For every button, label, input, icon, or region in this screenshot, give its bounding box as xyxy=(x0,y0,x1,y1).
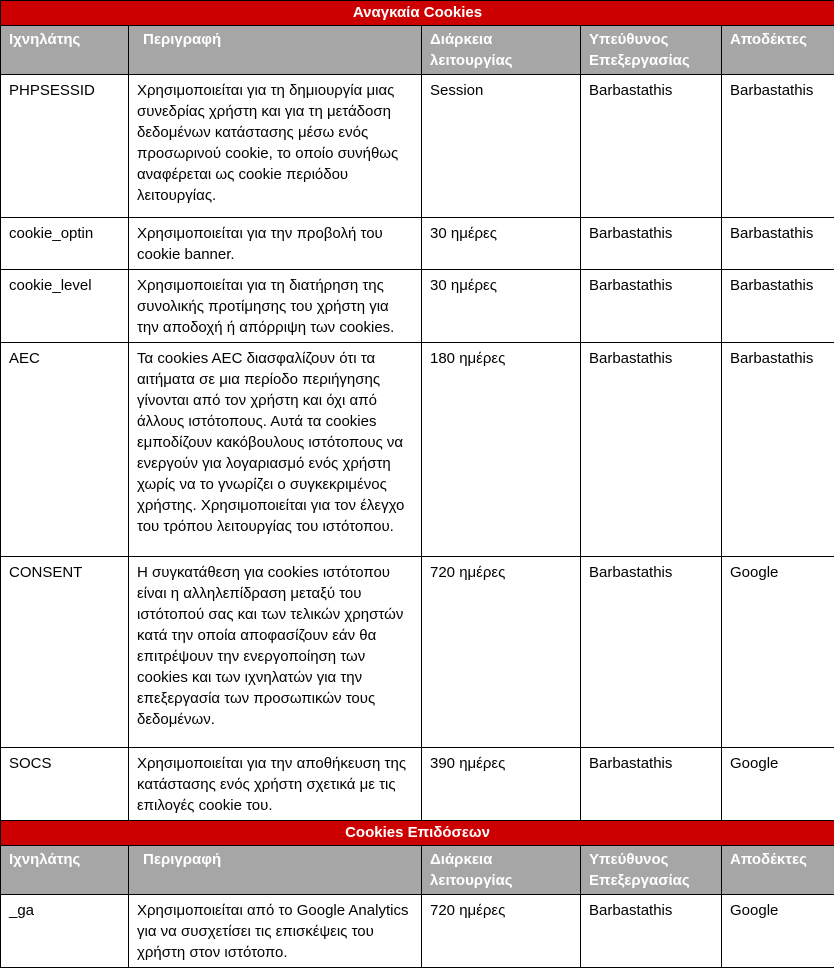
cell-description: Η συγκατάθεση για cookies ιστότοπου είναι η αλληλεπίδραση μεταξύ του ιστότοπού σας και των τελικών χρηστών κατά την οποία αποφασίζουν εάν θα επιτρέψουν την ενεργοποίηση των cookies και των ιχνηλατών για την επεξεργασία των προσωπικών τους δεδομένων. xyxy=(129,557,422,748)
table-row xyxy=(1,75,834,218)
cell-description: Τα cookies AEC διασφαλίζουν ότι τα αιτήματα σε μια περίοδο περιήγησης γίνονται από τον χρήστη και όχι από άλλους ιστότοπους. Αυτά τα cookies εμποδίζουν κακόβουλους ιστότοπους να ενεργούν για λογαριασμό ενός χρήστη χωρίς να το γνωρίζει ο συγκεκριμένος χρήστης. Χρησιμοποιείται για τον έλεγχο του τρόπου λειτουργίας του ιστότοπου. xyxy=(129,343,422,557)
cell-recipients: Google xyxy=(722,557,834,748)
cell-description: Χρησιμοποιείται για τη διατήρηση της συνολικής προτίμησης του χρήστη για την αποδοχή ή απόρριψη των cookies. xyxy=(129,270,422,343)
column-header-description: Περιγραφή xyxy=(129,846,422,895)
column-header-controller: Υπεύθυνος Επεξεργασίας xyxy=(581,846,722,895)
table-row xyxy=(1,557,834,748)
column-header-description: Περιγραφή xyxy=(129,26,422,75)
cell-tracker: cookie_level xyxy=(1,270,129,343)
cell-duration: Session xyxy=(422,75,581,218)
cell-duration: 720 ημέρες xyxy=(422,895,581,968)
cell-tracker: PHPSESSID xyxy=(1,75,129,218)
cell-controller: Barbastathis xyxy=(581,557,722,748)
cell-controller: Barbastathis xyxy=(581,270,722,343)
table-row xyxy=(1,218,834,270)
cell-description: Χρησιμοποιείται από το Google Analytics για να συσχετίσει τις επισκέψεις του χρήστη στον ιστότοπο. xyxy=(129,895,422,968)
cell-tracker: _ga xyxy=(1,895,129,968)
cell-tracker: cookie_optin xyxy=(1,218,129,270)
table-row xyxy=(1,270,834,343)
column-header-duration: Διάρκεια λειτουργίας xyxy=(422,846,581,895)
cell-controller: Barbastathis xyxy=(581,895,722,968)
cell-recipients: Barbastathis xyxy=(722,270,834,343)
cell-description: Χρησιμοποιείται για τη δημιουργία μιας συνεδρίας χρήστη και για τη μετάδοση δεδομένων κατάστασης μέσω ενός προσωρινού cookie, το οποίο συνήθως αναφέρεται ως cookie περιόδου λειτουργίας. xyxy=(129,75,422,218)
cell-description: Χρησιμοποιείται για την αποθήκευση της κατάστασης ενός χρήστη σχετικά με τις επιλογές cookie του. xyxy=(129,748,422,821)
cell-duration: 30 ημέρες xyxy=(422,218,581,270)
section-title: Αναγκαία Cookies xyxy=(1,1,834,26)
section-header-necessary xyxy=(1,1,834,26)
cell-recipients: Barbastathis xyxy=(722,75,834,218)
column-header-controller: Υπεύθυνος Επεξεργασίας xyxy=(581,26,722,75)
cell-tracker: CONSENT xyxy=(1,557,129,748)
cell-recipients: Barbastathis xyxy=(722,218,834,270)
column-header-recipients: Αποδέκτες xyxy=(722,26,834,75)
cell-controller: Barbastathis xyxy=(581,343,722,557)
cell-description: Χρησιμοποιείται για την προβολή του cookie banner. xyxy=(129,218,422,270)
cell-duration: 30 ημέρες xyxy=(422,270,581,343)
section-title: Cookies Επιδόσεων xyxy=(1,821,834,846)
cell-duration: 390 ημέρες xyxy=(422,748,581,821)
column-header-duration: Διάρκεια λειτουργίας xyxy=(422,26,581,75)
cell-tracker: AEC xyxy=(1,343,129,557)
column-header-tracker: Ιχνηλάτης xyxy=(1,846,129,895)
cell-controller: Barbastathis xyxy=(581,218,722,270)
table-row xyxy=(1,748,834,821)
table-row xyxy=(1,895,834,968)
column-header-tracker: Ιχνηλάτης xyxy=(1,26,129,75)
section-header-performance xyxy=(1,821,834,846)
cell-recipients: Google xyxy=(722,748,834,821)
cell-controller: Barbastathis xyxy=(581,748,722,821)
column-header-recipients: Αποδέκτες xyxy=(722,846,834,895)
table-row xyxy=(1,343,834,557)
cell-recipients: Barbastathis xyxy=(722,343,834,557)
column-headers xyxy=(1,26,834,75)
cell-controller: Barbastathis xyxy=(581,75,722,218)
cell-recipients: Google xyxy=(722,895,834,968)
column-headers xyxy=(1,846,834,895)
cell-tracker: SOCS xyxy=(1,748,129,821)
cell-duration: 180 ημέρες xyxy=(422,343,581,557)
cell-duration: 720 ημέρες xyxy=(422,557,581,748)
